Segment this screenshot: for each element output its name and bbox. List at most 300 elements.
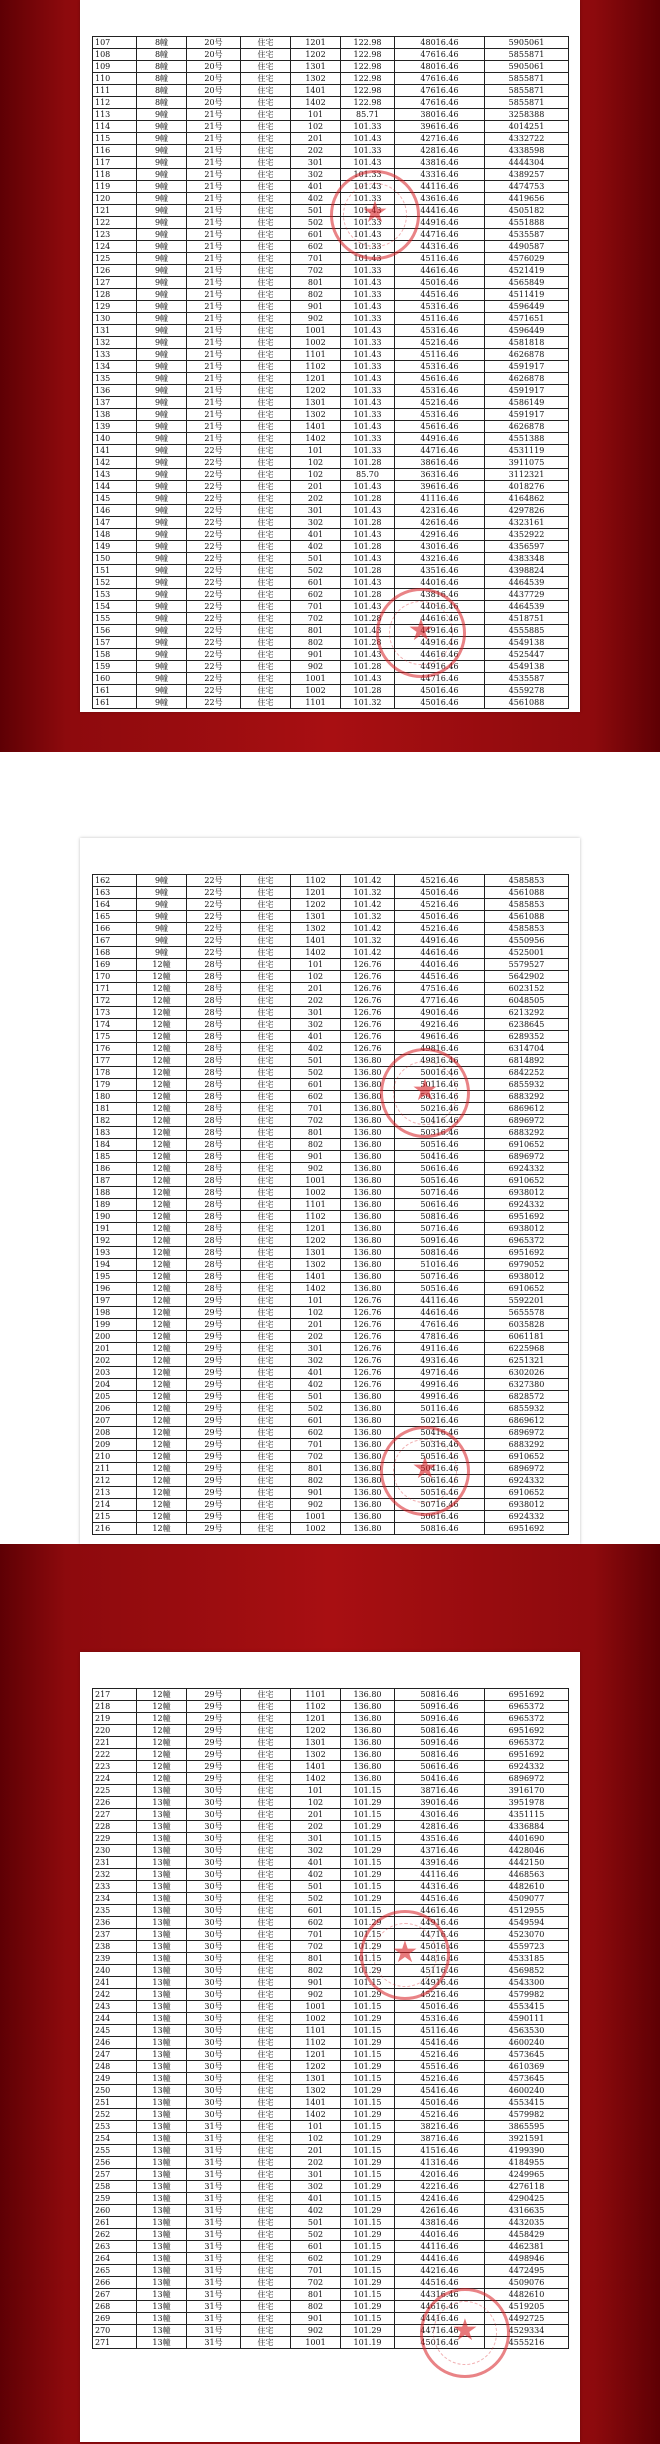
- usage-cell: 住宅: [241, 601, 291, 613]
- seq-cell: 210: [93, 1451, 137, 1463]
- unit-cell: 21号: [187, 385, 241, 397]
- building-cell: 9幢: [137, 637, 187, 649]
- seq-cell: 184: [93, 1139, 137, 1151]
- unit-cell: 31号: [187, 2145, 241, 2157]
- seq-cell: 204: [93, 1379, 137, 1391]
- unit-price-cell: 45216.46: [395, 899, 485, 911]
- building-cell: 9幢: [137, 899, 187, 911]
- area-cell: 136.80: [341, 1211, 395, 1223]
- unit-price-cell: 50916.46: [395, 1235, 485, 1247]
- unit-price-cell: 44616.46: [395, 2301, 485, 2313]
- unit-price-cell: 49816.46: [395, 1043, 485, 1055]
- seq-cell: 132: [93, 337, 137, 349]
- room-cell: 401: [291, 1857, 341, 1869]
- seq-cell: 218: [93, 1701, 137, 1713]
- seq-cell: 113: [93, 109, 137, 121]
- seq-cell: 111: [93, 85, 137, 97]
- area-cell: 101.33: [341, 289, 395, 301]
- unit-price-cell: 45116.46: [395, 313, 485, 325]
- seq-cell: 137: [93, 397, 137, 409]
- usage-cell: 住宅: [241, 947, 291, 959]
- area-cell: 136.80: [341, 1115, 395, 1127]
- room-cell: 801: [291, 625, 341, 637]
- table-row: [93, 2265, 569, 2277]
- usage-cell: 住宅: [241, 649, 291, 661]
- total-price-cell: 4316635: [485, 2205, 569, 2217]
- seq-cell: 194: [93, 1259, 137, 1271]
- room-cell: 902: [291, 1989, 341, 2001]
- room-cell: 301: [291, 2169, 341, 2181]
- building-cell: 9幢: [137, 649, 187, 661]
- total-price-cell: 6289352: [485, 1031, 569, 1043]
- table-row: [93, 1319, 569, 1331]
- total-price-cell: 4531119: [485, 445, 569, 457]
- price-table: [92, 1688, 569, 2349]
- usage-cell: 住宅: [241, 421, 291, 433]
- total-price-cell: 6883292: [485, 1127, 569, 1139]
- usage-cell: 住宅: [241, 1713, 291, 1725]
- seq-cell: 174: [93, 1019, 137, 1031]
- building-cell: 13幢: [137, 1821, 187, 1833]
- room-cell: 1001: [291, 1511, 341, 1523]
- room-cell: 501: [291, 1391, 341, 1403]
- price-table: [92, 874, 569, 1535]
- unit-cell: 30号: [187, 1989, 241, 2001]
- usage-cell: 住宅: [241, 1007, 291, 1019]
- seq-cell: 127: [93, 277, 137, 289]
- usage-cell: 住宅: [241, 2013, 291, 2025]
- seq-cell: 119: [93, 181, 137, 193]
- building-cell: 12幢: [137, 1115, 187, 1127]
- official-seal-stamp: [330, 170, 420, 260]
- total-price-cell: 4492725: [485, 2313, 569, 2325]
- area-cell: 101.33: [341, 361, 395, 373]
- total-price-cell: 4553415: [485, 2001, 569, 2013]
- building-cell: 9幢: [137, 229, 187, 241]
- seq-cell: 133: [93, 349, 137, 361]
- room-cell: 502: [291, 2229, 341, 2241]
- total-price-cell: 4482610: [485, 2289, 569, 2301]
- room-cell: 602: [291, 1091, 341, 1103]
- total-price-cell: 3112321: [485, 469, 569, 481]
- seq-cell: 222: [93, 1749, 137, 1761]
- unit-price-cell: 44116.46: [395, 181, 485, 193]
- unit-cell: 29号: [187, 1439, 241, 1451]
- area-cell: 136.80: [341, 1187, 395, 1199]
- table-row: [93, 1905, 569, 1917]
- table-row: [93, 1845, 569, 1857]
- unit-cell: 28号: [187, 1175, 241, 1187]
- area-cell: 101.29: [341, 2229, 395, 2241]
- table-row: [93, 85, 569, 97]
- unit-cell: 21号: [187, 181, 241, 193]
- building-cell: 9幢: [137, 397, 187, 409]
- unit-cell: 22号: [187, 875, 241, 887]
- usage-cell: 住宅: [241, 1091, 291, 1103]
- unit-price-cell: 43016.46: [395, 541, 485, 553]
- building-cell: 9幢: [137, 349, 187, 361]
- room-cell: 601: [291, 1079, 341, 1091]
- usage-cell: 住宅: [241, 1965, 291, 1977]
- total-price-cell: 4573645: [485, 2049, 569, 2061]
- table-row: [93, 1067, 569, 1079]
- building-cell: 9幢: [137, 613, 187, 625]
- area-cell: 101.29: [341, 2277, 395, 2289]
- area-cell: 101.28: [341, 457, 395, 469]
- unit-price-cell: 44316.46: [395, 1881, 485, 1893]
- seq-cell: 199: [93, 1319, 137, 1331]
- table-row: [93, 1223, 569, 1235]
- usage-cell: 住宅: [241, 1187, 291, 1199]
- building-cell: 8幢: [137, 97, 187, 109]
- table-row: [93, 2037, 569, 2049]
- unit-price-cell: 38616.46: [395, 457, 485, 469]
- room-cell: 102: [291, 121, 341, 133]
- area-cell: 126.76: [341, 1019, 395, 1031]
- seq-cell: 135: [93, 373, 137, 385]
- area-cell: 101.15: [341, 2025, 395, 2037]
- unit-cell: 30号: [187, 1857, 241, 1869]
- unit-price-cell: 44216.46: [395, 2265, 485, 2277]
- area-cell: 136.80: [341, 1749, 395, 1761]
- table-row: [93, 1343, 569, 1355]
- unit-price-cell: 42016.46: [395, 2169, 485, 2181]
- area-cell: 101.15: [341, 2289, 395, 2301]
- table-row: [93, 1929, 569, 1941]
- room-cell: 1102: [291, 1211, 341, 1223]
- unit-cell: 31号: [187, 2169, 241, 2181]
- unit-cell: 31号: [187, 2301, 241, 2313]
- total-price-cell: 6924332: [485, 1511, 569, 1523]
- building-cell: 9幢: [137, 301, 187, 313]
- unit-cell: 31号: [187, 2337, 241, 2349]
- room-cell: 101: [291, 445, 341, 457]
- usage-cell: 住宅: [241, 1821, 291, 1833]
- unit-price-cell: 43816.46: [395, 2217, 485, 2229]
- total-price-cell: 6814892: [485, 1055, 569, 1067]
- total-price-cell: 4569852: [485, 1965, 569, 1977]
- seq-cell: 251: [93, 2097, 137, 2109]
- building-cell: 13幢: [137, 1893, 187, 1905]
- total-price-cell: 6938012: [485, 1271, 569, 1283]
- area-cell: 85.71: [341, 109, 395, 121]
- seq-cell: 122: [93, 217, 137, 229]
- official-seal-stamp: [360, 1910, 450, 2000]
- unit-price-cell: 44716.46: [395, 445, 485, 457]
- room-cell: 202: [291, 2157, 341, 2169]
- area-cell: 101.29: [341, 2253, 395, 2265]
- usage-cell: 住宅: [241, 145, 291, 157]
- building-cell: 9幢: [137, 157, 187, 169]
- usage-cell: 住宅: [241, 1737, 291, 1749]
- room-cell: 1402: [291, 97, 341, 109]
- usage-cell: 住宅: [241, 673, 291, 685]
- room-cell: 102: [291, 1307, 341, 1319]
- room-cell: 802: [291, 2301, 341, 2313]
- unit-price-cell: 45616.46: [395, 421, 485, 433]
- usage-cell: 住宅: [241, 1247, 291, 1259]
- total-price-cell: 4458429: [485, 2229, 569, 2241]
- total-price-cell: 6896972: [485, 1773, 569, 1785]
- unit-price-cell: 45316.46: [395, 409, 485, 421]
- building-cell: 13幢: [137, 1845, 187, 1857]
- table-row: [93, 37, 569, 49]
- area-cell: 101.28: [341, 565, 395, 577]
- area-cell: 126.76: [341, 995, 395, 1007]
- seq-cell: 145: [93, 493, 137, 505]
- unit-price-cell: 45116.46: [395, 253, 485, 265]
- unit-cell: 28号: [187, 1031, 241, 1043]
- table-row: [93, 2169, 569, 2181]
- table-row: [93, 349, 569, 361]
- seq-cell: 230: [93, 1845, 137, 1857]
- seq-cell: 114: [93, 121, 137, 133]
- area-cell: 101.29: [341, 1965, 395, 1977]
- total-price-cell: 4626878: [485, 373, 569, 385]
- unit-price-cell: 50816.46: [395, 1523, 485, 1535]
- room-cell: 301: [291, 1007, 341, 1019]
- total-price-cell: 4535587: [485, 673, 569, 685]
- unit-price-cell: 50516.46: [395, 1139, 485, 1151]
- seq-cell: 120: [93, 193, 137, 205]
- unit-cell: 21号: [187, 217, 241, 229]
- seq-cell: 248: [93, 2061, 137, 2073]
- unit-cell: 22号: [187, 505, 241, 517]
- total-price-cell: 5855871: [485, 73, 569, 85]
- unit-price-cell: 45016.46: [395, 277, 485, 289]
- room-cell: 101: [291, 109, 341, 121]
- room-cell: 901: [291, 301, 341, 313]
- unit-price-cell: 45116.46: [395, 2025, 485, 2037]
- area-cell: 101.15: [341, 1953, 395, 1965]
- total-price-cell: 4437729: [485, 589, 569, 601]
- table-row: [93, 1127, 569, 1139]
- unit-cell: 31号: [187, 2193, 241, 2205]
- building-cell: 9幢: [137, 553, 187, 565]
- table-row: [93, 457, 569, 469]
- total-price-cell: 6910652: [485, 1283, 569, 1295]
- usage-cell: 住宅: [241, 875, 291, 887]
- unit-cell: 21号: [187, 301, 241, 313]
- area-cell: 101.28: [341, 541, 395, 553]
- unit-cell: 21号: [187, 337, 241, 349]
- unit-price-cell: 50116.46: [395, 1079, 485, 1091]
- usage-cell: 住宅: [241, 2061, 291, 2073]
- table-row: [93, 1079, 569, 1091]
- area-cell: 122.98: [341, 85, 395, 97]
- unit-price-cell: 44316.46: [395, 2289, 485, 2301]
- seq-cell: 157: [93, 637, 137, 649]
- unit-price-cell: 47616.46: [395, 85, 485, 97]
- usage-cell: 住宅: [241, 995, 291, 1007]
- unit-cell: 22号: [187, 887, 241, 899]
- usage-cell: 住宅: [241, 697, 291, 709]
- area-cell: 136.80: [341, 1737, 395, 1749]
- area-cell: 101.33: [341, 145, 395, 157]
- usage-cell: 住宅: [241, 1725, 291, 1737]
- area-cell: 136.80: [341, 1451, 395, 1463]
- building-cell: 12幢: [137, 1439, 187, 1451]
- unit-price-cell: 42816.46: [395, 1821, 485, 1833]
- unit-price-cell: 49216.46: [395, 1019, 485, 1031]
- total-price-cell: 4356597: [485, 541, 569, 553]
- area-cell: 126.76: [341, 971, 395, 983]
- seq-cell: 139: [93, 421, 137, 433]
- unit-price-cell: 42316.46: [395, 505, 485, 517]
- building-cell: 12幢: [137, 1427, 187, 1439]
- building-cell: 9幢: [137, 169, 187, 181]
- area-cell: 101.28: [341, 685, 395, 697]
- seq-cell: 116: [93, 145, 137, 157]
- area-cell: 136.80: [341, 1391, 395, 1403]
- room-cell: 602: [291, 1917, 341, 1929]
- unit-price-cell: 41316.46: [395, 2157, 485, 2169]
- unit-cell: 21号: [187, 121, 241, 133]
- unit-cell: 28号: [187, 1199, 241, 1211]
- seq-cell: 226: [93, 1797, 137, 1809]
- usage-cell: 住宅: [241, 205, 291, 217]
- usage-cell: 住宅: [241, 1343, 291, 1355]
- unit-cell: 29号: [187, 1773, 241, 1785]
- table-row: [93, 1487, 569, 1499]
- area-cell: 136.80: [341, 1283, 395, 1295]
- table-row: [93, 1785, 569, 1797]
- seq-cell: 161: [93, 697, 137, 709]
- unit-price-cell: 48016.46: [395, 37, 485, 49]
- usage-cell: 住宅: [241, 361, 291, 373]
- building-cell: 12幢: [137, 1271, 187, 1283]
- usage-cell: 住宅: [241, 109, 291, 121]
- building-cell: 13幢: [137, 1929, 187, 1941]
- total-price-cell: 4571651: [485, 313, 569, 325]
- unit-price-cell: 44716.46: [395, 673, 485, 685]
- seq-cell: 262: [93, 2229, 137, 2241]
- unit-price-cell: 47616.46: [395, 73, 485, 85]
- total-price-cell: 4014251: [485, 121, 569, 133]
- seq-cell: 197: [93, 1295, 137, 1307]
- unit-price-cell: 44716.46: [395, 229, 485, 241]
- price-table: [92, 36, 569, 709]
- unit-price-cell: 44916.46: [395, 217, 485, 229]
- seq-cell: 168: [93, 947, 137, 959]
- total-price-cell: 4581818: [485, 337, 569, 349]
- room-cell: 702: [291, 1941, 341, 1953]
- unit-price-cell: 43316.46: [395, 169, 485, 181]
- unit-price-cell: 50516.46: [395, 1175, 485, 1187]
- unit-cell: 28号: [187, 1043, 241, 1055]
- total-price-cell: 3951978: [485, 1797, 569, 1809]
- room-cell: 1301: [291, 2073, 341, 2085]
- usage-cell: 住宅: [241, 2301, 291, 2313]
- building-cell: 12幢: [137, 1463, 187, 1475]
- usage-cell: 住宅: [241, 1127, 291, 1139]
- unit-cell: 29号: [187, 1487, 241, 1499]
- building-cell: 13幢: [137, 2145, 187, 2157]
- area-cell: 101.15: [341, 1905, 395, 1917]
- unit-price-cell: 44616.46: [395, 947, 485, 959]
- area-cell: 126.76: [341, 1295, 395, 1307]
- building-cell: 12幢: [137, 1259, 187, 1271]
- seq-cell: 236: [93, 1917, 137, 1929]
- unit-cell: 21号: [187, 145, 241, 157]
- usage-cell: 住宅: [241, 1475, 291, 1487]
- unit-price-cell: 51016.46: [395, 1259, 485, 1271]
- unit-price-cell: 44016.46: [395, 601, 485, 613]
- building-cell: 12幢: [137, 1319, 187, 1331]
- total-price-cell: 4389257: [485, 169, 569, 181]
- seq-cell: 158: [93, 649, 137, 661]
- building-cell: 13幢: [137, 2241, 187, 2253]
- unit-price-cell: 45416.46: [395, 2037, 485, 2049]
- room-cell: 1002: [291, 685, 341, 697]
- usage-cell: 住宅: [241, 2229, 291, 2241]
- building-cell: 13幢: [137, 2109, 187, 2121]
- room-cell: 201: [291, 2145, 341, 2157]
- building-cell: 13幢: [137, 1989, 187, 2001]
- usage-cell: 住宅: [241, 1283, 291, 1295]
- room-cell: 501: [291, 1055, 341, 1067]
- room-cell: 401: [291, 181, 341, 193]
- seq-cell: 161: [93, 685, 137, 697]
- unit-cell: 30号: [187, 1845, 241, 1857]
- total-price-cell: 4565849: [485, 277, 569, 289]
- building-cell: 9幢: [137, 529, 187, 541]
- unit-cell: 22号: [187, 661, 241, 673]
- area-cell: 136.80: [341, 1487, 395, 1499]
- building-cell: 9幢: [137, 589, 187, 601]
- unit-price-cell: 50616.46: [395, 1511, 485, 1523]
- room-cell: 1102: [291, 1701, 341, 1713]
- table-row: [93, 2145, 569, 2157]
- unit-price-cell: 44616.46: [395, 649, 485, 661]
- unit-cell: 30号: [187, 2097, 241, 2109]
- table-row: [93, 241, 569, 253]
- building-cell: 13幢: [137, 2313, 187, 2325]
- area-cell: 136.80: [341, 1055, 395, 1067]
- total-price-cell: 3258388: [485, 109, 569, 121]
- table-row: [93, 409, 569, 421]
- seq-cell: 250: [93, 2085, 137, 2097]
- seq-cell: 243: [93, 2001, 137, 2013]
- total-price-cell: 3916170: [485, 1785, 569, 1797]
- unit-price-cell: 42216.46: [395, 2181, 485, 2193]
- table-row: [93, 661, 569, 673]
- area-cell: 101.29: [341, 2037, 395, 2049]
- table-row: [93, 133, 569, 145]
- unit-cell: 29号: [187, 1427, 241, 1439]
- table-row: [93, 1725, 569, 1737]
- area-cell: 126.76: [341, 1319, 395, 1331]
- building-cell: 9幢: [137, 469, 187, 481]
- unit-price-cell: 44716.46: [395, 2325, 485, 2337]
- total-price-cell: 6951692: [485, 1247, 569, 1259]
- unit-cell: 30号: [187, 1881, 241, 1893]
- unit-price-cell: 44616.46: [395, 1307, 485, 1319]
- usage-cell: 住宅: [241, 625, 291, 637]
- unit-price-cell: 50416.46: [395, 1115, 485, 1127]
- room-cell: 302: [291, 517, 341, 529]
- building-cell: 9幢: [137, 409, 187, 421]
- seq-cell: 246: [93, 2037, 137, 2049]
- usage-cell: 住宅: [241, 229, 291, 241]
- total-price-cell: 4561088: [485, 911, 569, 923]
- total-price-cell: 6924332: [485, 1475, 569, 1487]
- unit-price-cell: 49916.46: [395, 1379, 485, 1391]
- usage-cell: 住宅: [241, 73, 291, 85]
- usage-cell: 住宅: [241, 1235, 291, 1247]
- usage-cell: 住宅: [241, 121, 291, 133]
- usage-cell: 住宅: [241, 1427, 291, 1439]
